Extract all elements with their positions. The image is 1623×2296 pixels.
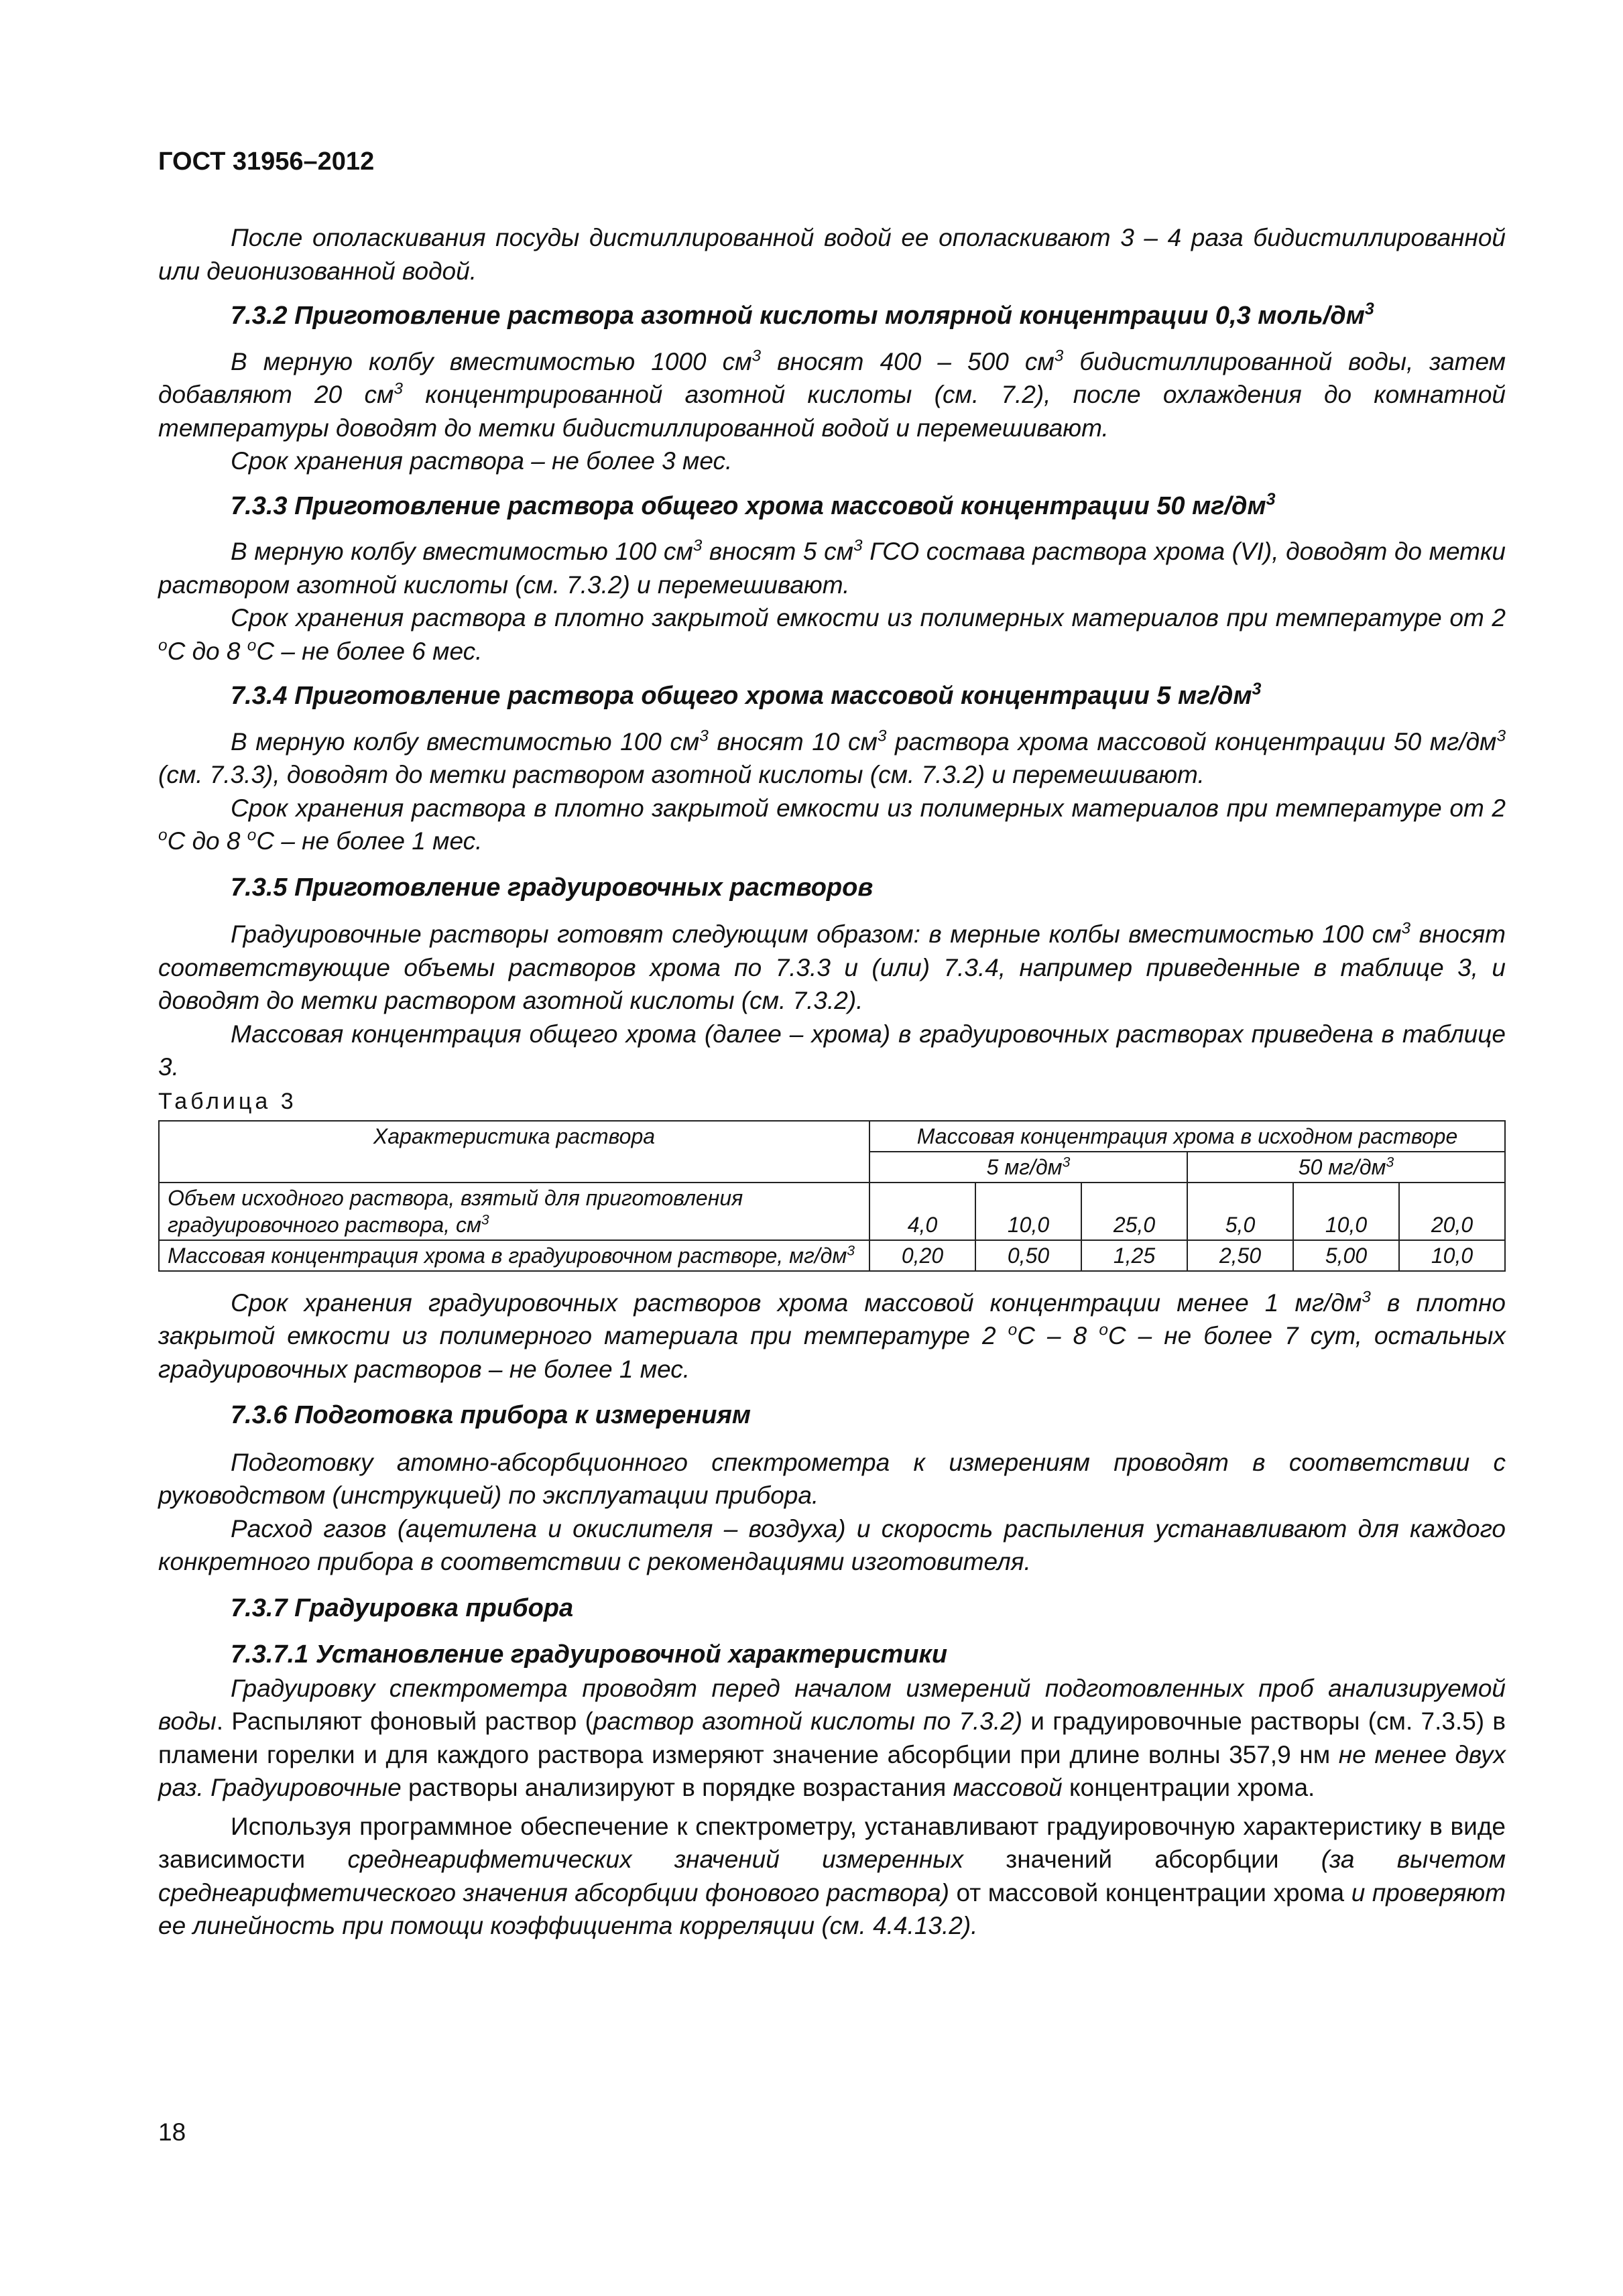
table-header-characteristic: Характеристика раствора: [159, 1121, 869, 1183]
paragraph-rinse: После ополаскивания посуды дистиллированной водой ее ополаскивают 3 – 4 раза бидистиллированной или деионизованной водой.: [158, 224, 1506, 285]
calibration-storage-paragraph: Срок хранения градуировочных растворов хрома массовой концентрации менее 1 $мг/дм^3$ в плотно закрытой емкости из полимерного материала при температуре 2 $^о$С – 8 $^о$С – не более 7 сут, остальных градуировочных растворов – не более 1 мес.: [158, 1288, 1506, 1383]
section-7-3-4-storage: Срок хранения раствора в плотно закрытой емкости из полимерных материалов при температуре от 2 $^о$С до 8 $^о$С – не более 1 мес.: [158, 794, 1506, 855]
section-7-3-7-1-title: 7.3.7.1 Установление градуировочной характеристики: [231, 1640, 948, 1669]
table-header-group: Массовая концентрация хрома в исходном растворе: [869, 1121, 1505, 1152]
document-page: [158, 146, 1506, 1943]
table-cell: 0,50: [975, 1240, 1081, 1271]
table-cell: 5,00: [1293, 1240, 1399, 1271]
table-cell: 0,20: [869, 1240, 975, 1271]
table-cell-label: Массовая концентрация хрома в градуировочном растворе, $мг/дм^3$: [159, 1240, 869, 1271]
section-7-3-7-1-characteristic: Используя программное обеспечение к спектрометру, устанавливают градуировочную характеристику в виде зависимости среднеарифметических значений измеренных значений абсорбции (за вычетом среднеарифметического значения абсорбции фонового раствора) от массовой концентрации хрома и проверяют ее линейность при помощи коэффициента корреляции (см. 4.4.13.2).: [158, 1812, 1506, 1939]
section-7-3-4-paragraph: В мерную колбу вместимостью 100 $см^3$ вносят 10 $см^3$ раствора хрома массовой концентрации 50 $мг/дм^3$ (см. 7.3.3), доводят до метки раствором азотной кислоты (см. 7.3.2) и перемешивают.: [158, 727, 1506, 788]
table-cell: 2,50: [1187, 1240, 1293, 1271]
section-7-3-5-paragraph: Градуировочные растворы готовят следующим образом: в мерные колбы вместимостью 100 $см^3$ вносят соответствующие объемы растворов хрома по 7.3.3 и (или) 7.3.4, например приведенные в таблице 3, и доводят до метки раствором азотной кислоты (см. 7.3.2).: [158, 919, 1506, 1014]
section-7-3-4-title: 7.3.4 Приготовление раствора общего хрома массовой концентрации 5 $мг/дм^3$: [231, 680, 1262, 710]
section-7-3-6-title: 7.3.6 Подготовка прибора к измерениям: [231, 1401, 751, 1429]
section-7-3-5-concentration: Массовая концентрация общего хрома (далее – хрома) в градуировочных растворах приведена в таблице 3.: [158, 1020, 1506, 1081]
section-7-3-7-1-paragraph: Градуировку спектрометра проводят перед началом измерений подготовленных проб анализируемой воды. Распыляют фоновый раствор (раствор азотной кислоты по 7.3.2) и градуировочные растворы (см. 7.3.5) в пламени горелки и для каждого раствора измеряют значение абсорбции при длине волны 357,9 нм не менее двух раз. Градуировочные растворы анализируют в порядке возрастания массовой концентрации хрома.: [158, 1674, 1506, 1801]
table-subheader-50: 50 $мг/дм^3$: [1187, 1152, 1505, 1183]
section-7-3-5-title: 7.3.5 Приготовление градуировочных растворов: [231, 873, 874, 902]
table-subheader-5: 5 $мг/дм^3$: [869, 1152, 1187, 1183]
table-cell: 5,0: [1187, 1183, 1293, 1240]
section-7-3-7-title: 7.3.7 Градуировка прибора: [231, 1593, 574, 1622]
table-cell: 10,0: [975, 1183, 1081, 1240]
section-7-3-2-paragraph: В мерную колбу вместимостью 1000 $см^3$ вносят 400 – 500 $см^3$ бидистиллированной воды, затем добавляют 20 $см^3$ концентрированной азотной кислоты (см. 7.2), после охлаждения до комнатной температуры доводят до метки бидистиллированной водой и перемешивают.: [158, 347, 1506, 442]
document-id: ГОСТ 31956–2012: [158, 147, 375, 176]
table-row: [159, 1240, 1505, 1271]
table-cell: 10,0: [1293, 1183, 1399, 1240]
table-cell: 4,0: [869, 1183, 975, 1240]
section-7-3-3-storage: Срок хранения раствора в плотно закрытой емкости из полимерных материалов при температуре от 2 $^о$С до 8 $^о$С – не более 6 мес.: [158, 604, 1506, 665]
section-7-3-3-title: 7.3.3 Приготовление раствора общего хрома массовой концентрации 50 $мг/дм^3$: [231, 489, 1276, 520]
table-cell: 25,0: [1081, 1183, 1187, 1240]
section-7-3-2-storage: Срок хранения раствора – не более 3 мес.: [231, 447, 733, 475]
section-7-3-6-gas-flow: Расход газов (ацетилена и окислителя – воздуха) и скорость распыления устанавливают для каждого конкретного прибора в соответствии с рекомендациями изготовителя.: [158, 1514, 1506, 1575]
table-3: [158, 1120, 1506, 1272]
table-cell: 20,0: [1399, 1183, 1505, 1240]
page-number: 18: [158, 2118, 186, 2146]
table-cell-label: Объем исходного раствора, взятый для приготовления градуировочного раствора, $см^3$: [159, 1183, 869, 1240]
section-7-3-3-paragraph: В мерную колбу вместимостью 100 $см^3$ вносят 5 $см^3$ ГСО состава раствора хрома (VI), доводят до метки раствором азотной кислоты (см. 7.3.2) и перемешивают.: [158, 536, 1506, 599]
table-cell: 10,0: [1399, 1240, 1505, 1271]
section-7-3-6-paragraph: Подготовку атомно-абсорбционного спектрометра к измерениям проводят в соответствии с руководством (инструкцией) по эксплуатации прибора.: [158, 1448, 1506, 1509]
table-row: [159, 1183, 1505, 1240]
section-7-3-2-title: 7.3.2 Приготовление раствора азотной кислоты молярной концентрации 0,3 моль/$дм^3$: [231, 300, 1374, 330]
table-3-caption: Таблица 3: [158, 1088, 297, 1114]
table-cell: 1,25: [1081, 1240, 1187, 1271]
